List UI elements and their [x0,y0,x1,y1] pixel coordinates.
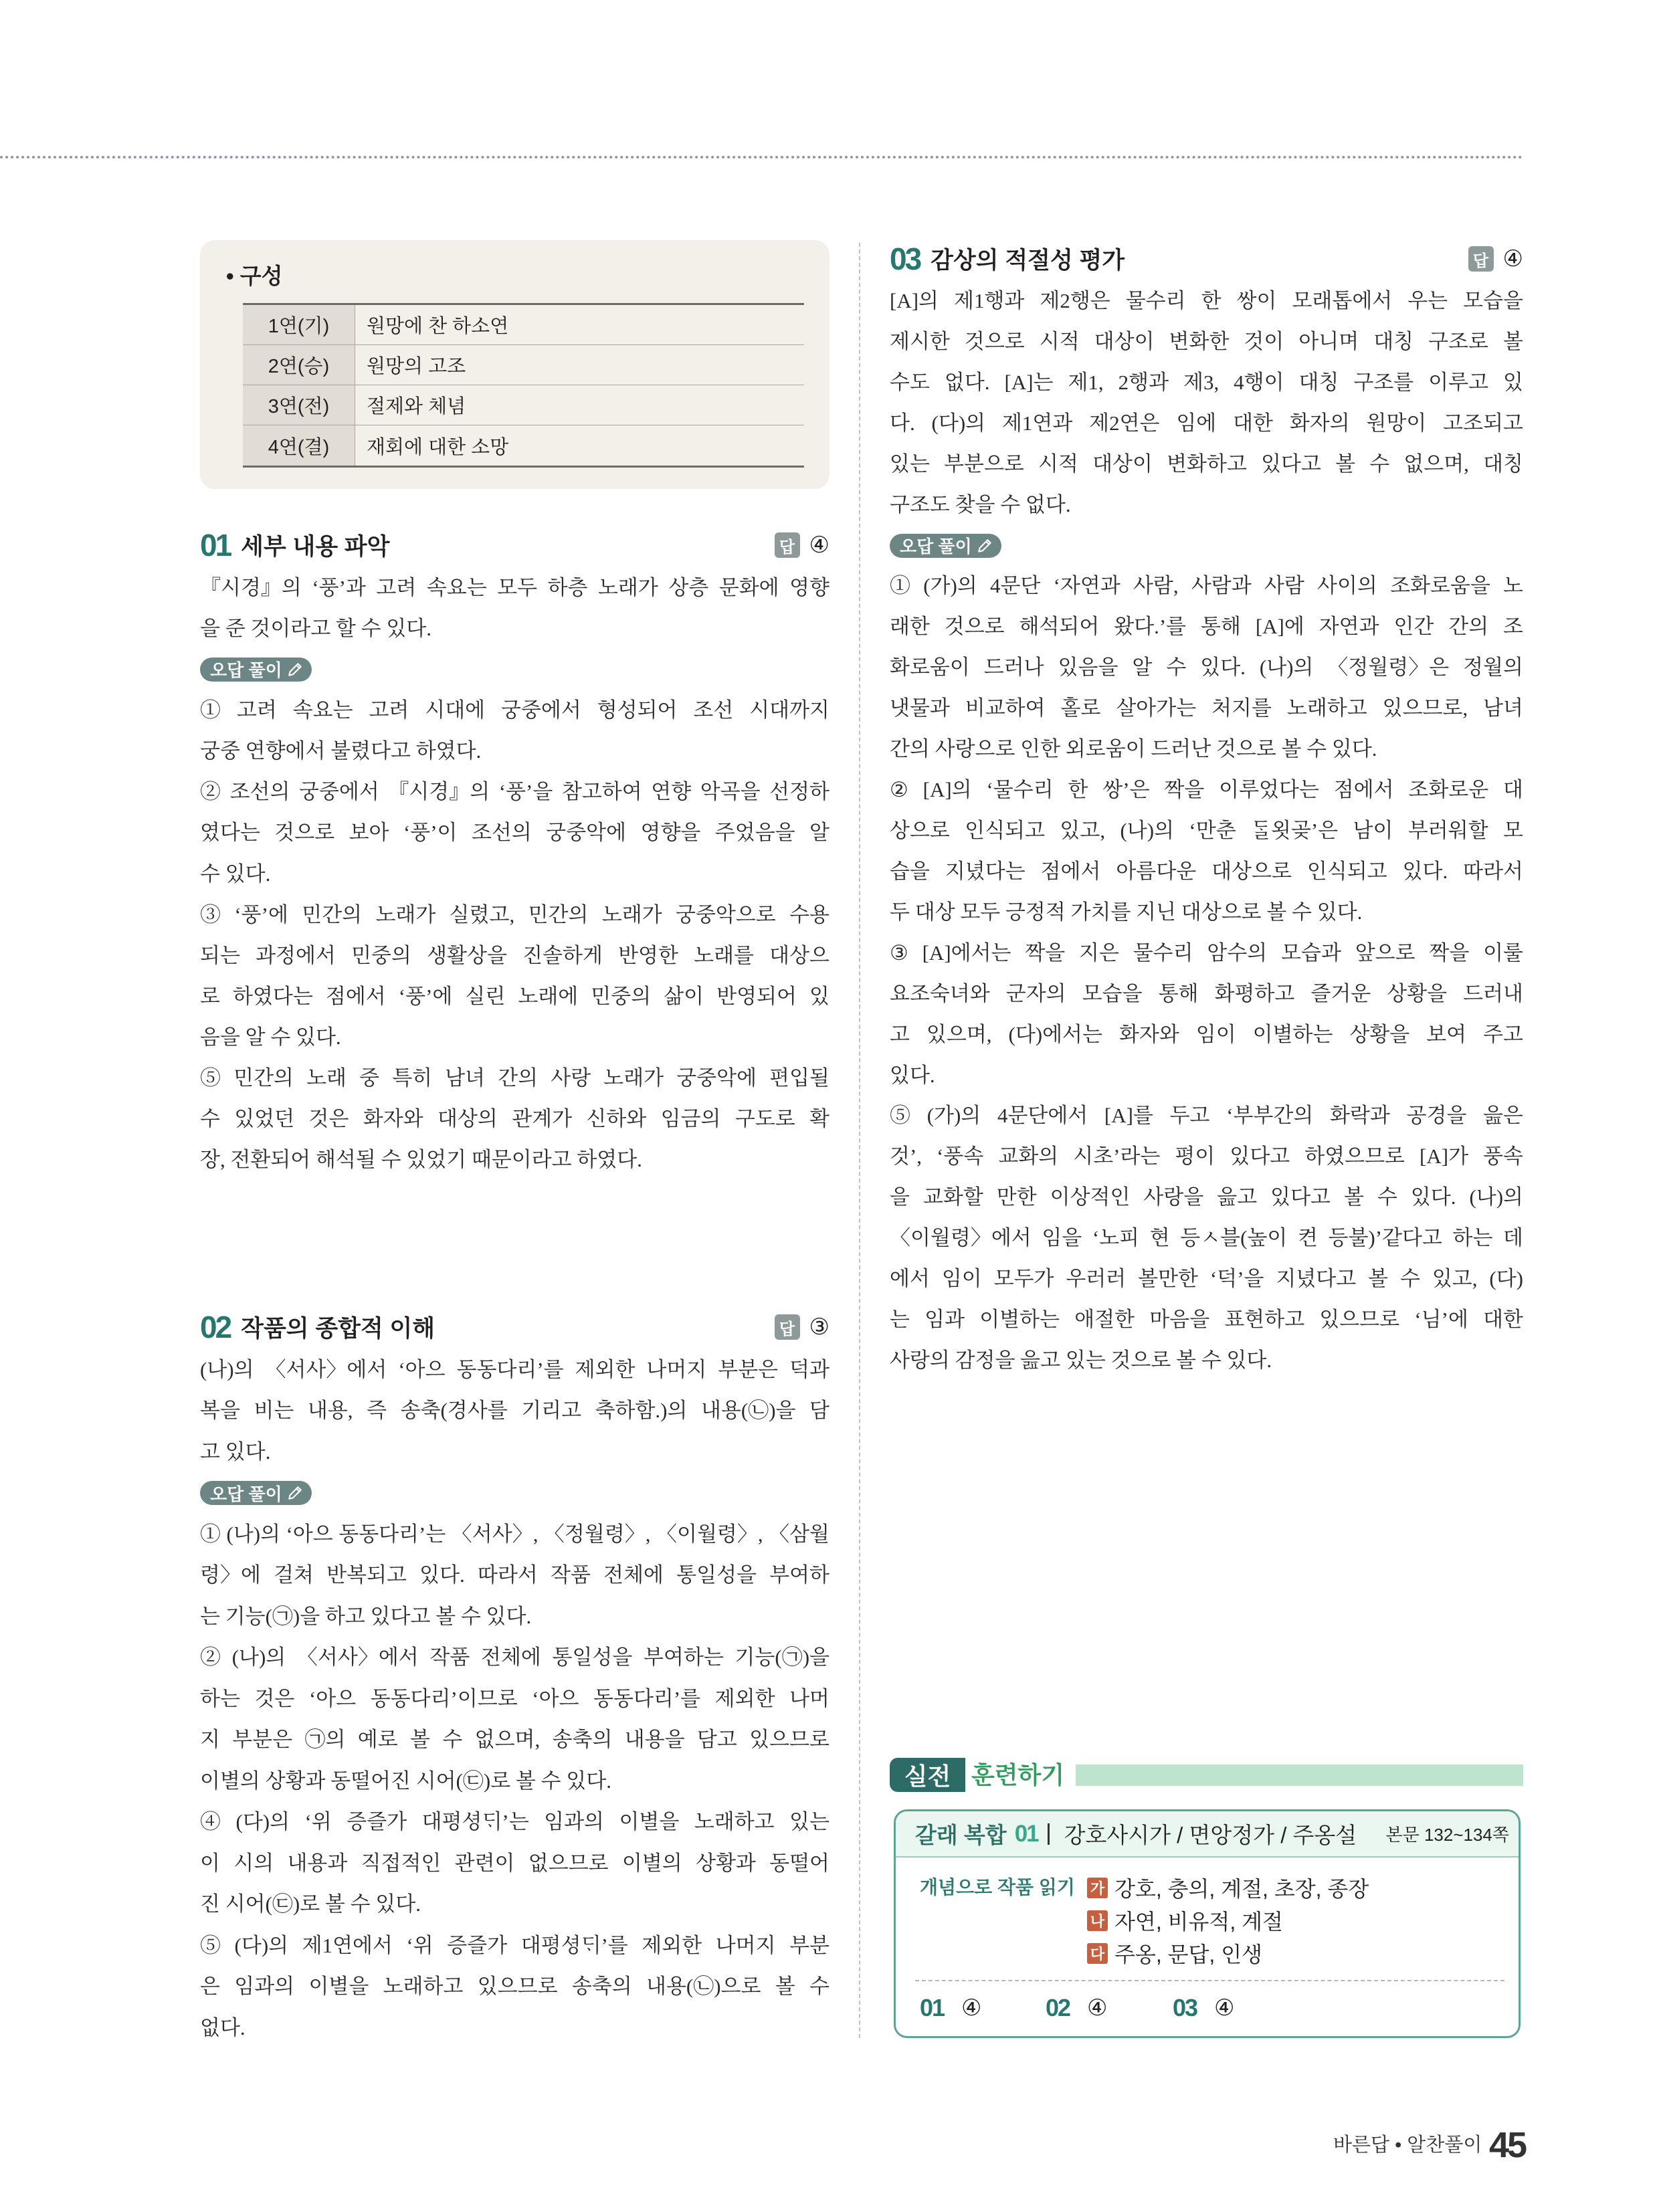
text-line [200,608,830,649]
text-line [200,1761,830,1801]
stanza-content: 재회에 대한 소망 [367,436,509,458]
text-line [200,853,830,894]
concept-item [1087,1874,1369,1901]
footer-label: 바른답 • 알찬풀이 [1333,2134,1482,2156]
answer-label: 답 [775,532,800,558]
question-title: 감상의 적절성 평가 [931,247,1125,274]
answer-value: ④ [1214,1995,1235,2021]
text-line [200,1554,830,1595]
header-separator [1048,1823,1050,1845]
practice-header [896,1811,1519,1857]
text-line-content: 진 시어(㉢)로 볼 수 있다. [200,1892,421,1916]
answer-value: ④ [1502,246,1523,272]
text-line-content: ⑤ (가)의 4문단에서 [A]를 두고 ‘부부간의 화락과 공경을 읊은 [890,1104,1523,1128]
text-line-content: 냇물과 비교하여 홀로 살아가는 처지를 노래하고 있으므로, 남녀 [890,696,1523,720]
pencil-icon [286,1484,304,1502]
text-line [200,1596,830,1637]
structure-box [200,240,830,489]
text-line-content: 간의 사랑으로 인한 외로움이 드러난 것으로 볼 수 있다. [890,737,1377,761]
text-line-content: 복을 비는 내용, 즉 송축(경사를 기리고 축하함.)의 내용(㉡)을 담 [200,1399,830,1423]
text-line [200,1431,830,1472]
text-line [890,1300,1523,1340]
explanation [200,567,830,649]
answer-label: 답 [775,1314,800,1340]
question-02-header [200,1310,830,1344]
text-line-content: 〈이월령〉에서 임을 ‘노피 현 등ㅅ블(높이 켠 등불)’같다고 하는 데 [890,1226,1523,1250]
text-line-content: ④ (다)의 ‘위 증즐가 대평셩ᄃᆡ’는 임과의 이별을 노래하고 있는 [200,1810,830,1834]
text-line-content: 령〉에 걸쳐 반복되고 있다. 따라서 작품 전체에 통일성을 부여하 [200,1563,830,1587]
answer-item [920,1995,981,2021]
genre-label: 갈래 복합 [915,1823,1007,1847]
text-line [890,770,1523,811]
text-line-content: 음을 알 수 있다. [200,1025,341,1049]
work-titles: 강호사시가 / 면앙정가 / 주옹설 [1064,1823,1357,1847]
text-line-content: ② 조선의 궁중에서 『시경』의 ‘풍’을 참고하여 연향 악곡을 선정하 [200,780,830,804]
text-line [200,1139,830,1180]
text-line-content: 지 부분은 ㉠의 예로 볼 수 없으며, 송축의 내용을 담고 있으므로 [200,1728,830,1752]
question-number: 03 [890,241,920,276]
structure-table [243,303,804,468]
text-line [200,935,830,976]
practice-title-bar [1076,1765,1523,1786]
stanza-content: 원망에 찬 하소연 [367,316,509,337]
text-line-content: 하는 것은 ‘아으 동동다리’이므로 ‘아으 동동다리’를 제외한 나머 [200,1686,830,1710]
text-line-content: 습을 지녔다는 점에서 아름다운 대상으로 인식되고 있다. 따라서 [890,859,1523,883]
text-line [200,771,830,812]
text-line [200,567,830,608]
answer-item [1046,1995,1107,2021]
structure-row [243,345,804,385]
answer-value: ④ [809,532,830,558]
text-line-content: 을 준 것이라고 할 수 있다. [200,617,431,641]
text-line-content: 상으로 인식되고 있고, (나)의 ‘만춘 ᄃᆞᆯ욋곶’은 남이 부러워할 모 [890,818,1523,842]
text-line [200,2007,830,2048]
question-02-body [200,1349,830,2048]
wrong-answer-badge [890,534,1001,558]
text-line-content: 래한 것으로 해석되어 왔다.’를 통해 [A]에 자연과 인간 간의 조 [890,615,1523,639]
wrong-answer-badge-line [200,649,830,690]
question-01-body [200,567,830,1180]
text-line-content: 는 기능(㉠)을 하고 있다고 볼 수 있다. [200,1604,532,1628]
dashed-divider [915,1980,1504,1981]
top-dotted-rule [0,156,1523,159]
text-line [890,363,1523,403]
practice-title: 훈련하기 [971,1761,1065,1789]
genre-number: 01 [1014,1820,1038,1847]
concept-label: 개념으로 작품 읽기 [920,1877,1075,1898]
question-03-header [890,241,1523,276]
wrong-answer-badge-line [890,526,1523,567]
structure-row [243,385,804,425]
text-line [200,976,830,1017]
text-line [200,1884,830,1924]
answer-label: 답 [1468,246,1494,272]
wrong-answer-badge [200,1481,312,1505]
concept-mark: 나 [1087,1910,1108,1931]
text-line-content: 두 대상 모두 긍정적 가치를 지닌 대상으로 볼 수 있다. [890,900,1363,924]
stanza-content: 원망의 고조 [367,356,466,377]
question-03-body [890,281,1523,1381]
text-line [200,1514,830,1554]
text-line-content: 장, 전환되어 해석될 수 있었기 때문이라고 하였다. [200,1148,642,1172]
text-line [890,322,1523,363]
answer-value: ③ [809,1314,830,1340]
concept-text: 주옹, 문답, 인생 [1114,1942,1263,1967]
text-line [200,1017,830,1058]
text-line-content: 에서 임이 모두가 우러러 볼만한 ‘덕’을 지녔다고 볼 수 있고, (다) [890,1267,1523,1291]
text-line [890,1259,1523,1300]
text-line [890,892,1523,933]
text-line [200,1349,830,1390]
wrong-answer-label: 오답 풀이 [900,536,972,557]
answer-indicator [775,532,830,559]
text-line-content: ② [A]의 ‘물수리 한 쌍’은 짝을 이루었다는 점에서 조화로운 대 [890,778,1523,802]
text-line [200,1678,830,1719]
text-line-content: 되는 과정에서 민중의 생활상을 진솔하게 반영한 노래를 대상으 [200,943,830,967]
text-line [890,281,1523,322]
text-line-content: 있다. [890,1063,935,1087]
text-line-content: 사랑의 감정을 읊고 있는 것으로 볼 수 있다. [890,1348,1272,1372]
text-line-content: 궁중 연향에서 불렸다고 하였다. [200,739,482,763]
text-line-content: 없다. [200,2015,246,2039]
wrong-answer-badge [200,658,312,682]
text-line [890,403,1523,444]
text-line [200,812,830,853]
answer-number: 01 [920,1994,945,2021]
text-line-content: 이 시의 내용과 직접적인 관련이 없으므로 이별의 상황과 동떨어 [200,1851,830,1875]
wrong-answer-explanations [200,1514,830,2048]
text-line-content: 것’, ‘풍속 교화의 시초’라는 평이 있다고 하였으므로 [A]가 풍속 [890,1144,1523,1169]
concept-text: 자연, 비유적, 계절 [1114,1910,1283,1934]
pencil-icon [976,537,993,555]
text-line [890,1096,1523,1136]
text-line [890,1055,1523,1096]
concept-item [1087,1940,1262,1967]
text-line-content: 이별의 상황과 동떨어진 시어(㉢)로 볼 수 있다. [200,1769,611,1793]
text-line-content: 제시한 것으로 시적 대상이 변화한 것이 아니며 대칭 구조로 볼 [890,329,1523,353]
text-line-content: 은 임과의 이별을 노래하고 있으므로 송축의 내용(㉡)으로 볼 수 [200,1975,830,1999]
concept-text: 강호, 충의, 계절, 초장, 종장 [1114,1877,1369,1901]
text-line [890,1340,1523,1381]
text-line [890,729,1523,770]
text-line [890,1136,1523,1177]
text-line [200,1966,830,2007]
answer-number: 03 [1173,1994,1197,2021]
text-line [890,647,1523,688]
text-line-content: ⑤ (다)의 제1연에서 ‘위 증즐가 대평셩ᄃᆡ’를 제외한 나머지 부분 [200,1933,830,1957]
structure-row [243,425,804,466]
text-line-content: 다. (다)의 제1연과 제2연은 임에 대한 화자의 원망이 고조되고 [890,411,1523,435]
text-line-content: 수 있었던 것은 화자와 대상의 관계가 신하와 임금의 구도로 확 [200,1107,830,1131]
text-line [890,1218,1523,1259]
text-line-content: ③ [A]에서는 짝을 지은 물수리 암수의 모습과 앞으로 짝을 이룰 [890,940,1523,965]
concept-mark: 가 [1087,1878,1108,1898]
practice-box [894,1809,1521,2038]
text-line [200,1637,830,1678]
text-line-content: 있는 부분으로 시적 대상이 변화하고 있다고 볼 수 없으며, 대칭 [890,451,1523,476]
text-line-content: 구조도 찾을 수 없다. [890,492,1071,516]
explanation [200,1349,830,1472]
text-line [890,444,1523,485]
text-line-content: 『시경』의 ‘풍’과 고려 속요는 모두 하층 노래가 상층 문화에 영향 [200,576,830,599]
stanza-label: 3연(전) [243,385,355,425]
text-line [890,811,1523,851]
stanza-label: 4연(결) [243,425,355,466]
text-line-content: 화로움이 드러나 있음을 알 수 있다. (나)의 〈정월령〉은 정월의 [890,656,1523,680]
text-line [200,894,830,935]
text-line-content: 수도 없다. [A]는 제1, 2행과 제3, 4행이 대칭 구조를 이루고 있 [890,370,1523,394]
answer-indicator [775,1314,830,1340]
question-number: 02 [200,1310,231,1344]
concept-mark: 다 [1087,1943,1108,1964]
column-divider [859,243,860,2038]
text-line-content: 수 있다. [200,862,271,886]
wrong-answer-explanations [890,566,1523,1381]
question-title: 세부 내용 파악 [241,534,390,560]
text-line-content: 였다는 것으로 보아 ‘풍’이 조선의 궁중악에 영향을 주었음을 알 [200,821,830,845]
stanza-label: 1연(기) [243,305,355,344]
practice-badge: 실전 [890,1758,965,1792]
text-line-content: ① (가)의 4문단 ‘자연과 사람, 사람과 사람 사이의 조화로움을 노 [890,574,1523,598]
wrong-answer-badge-line [200,1472,830,1513]
text-line-content: 로 하였다는 점에서 ‘풍’에 실린 노래에 민중의 삶이 반영되어 있 [200,984,830,1008]
text-line-content: ⑤ 민간의 노래 중 특히 남녀 간의 사랑 노래가 궁중악에 편입될 [200,1066,830,1090]
wrong-answer-label: 오답 풀이 [210,660,282,681]
text-line [200,730,830,771]
text-line-content: ① (나)의 ‘아으 동동다리’는 〈서사〉, 〈정월령〉, 〈이월령〉, 〈삼월 [200,1522,830,1546]
text-line-content: 는 임과 이별하는 애절한 마음을 표현하고 있으므로 ‘님’에 대한 [890,1308,1523,1332]
text-line [200,1058,830,1098]
answer-number: 02 [1046,1994,1070,2021]
text-line-content: ③ ‘풍’에 민간의 노래가 실렸고, 민간의 노래가 궁중악으로 수용 [200,902,830,926]
question-number: 01 [200,528,231,563]
stanza-content: 절제와 체념 [367,396,466,417]
stanza-label: 2연(승) [243,345,355,385]
pencil-icon [286,661,304,678]
text-line [200,690,830,730]
answer-value: ④ [1087,1995,1108,2021]
question-01-header [200,528,830,563]
answer-value: ④ [961,1995,982,2021]
text-line [200,1390,830,1431]
text-line [200,1843,830,1884]
text-line [890,607,1523,647]
text-line [890,851,1523,892]
text-line [200,1098,830,1139]
wrong-answer-label: 오답 풀이 [210,1484,282,1504]
answer-indicator [1468,245,1523,272]
answer-item [1173,1995,1234,2021]
text-line-content: 을 교화할 만한 이상적인 사랑을 읊고 있다고 볼 수 있다. (나)의 [890,1185,1523,1209]
page-reference: 본문 132~134쪽 [1385,1825,1509,1845]
text-line [890,1015,1523,1055]
text-line [890,933,1523,974]
explanation [890,281,1523,526]
text-line-content: ② (나)의 〈서사〉에서 작품 전체에 통일성을 부여하는 기능(㉠)을 [200,1645,830,1670]
text-line-content: (나)의 〈서사〉에서 ‘아으 동동다리’를 제외한 나머지 부분은 덕과 [200,1358,830,1381]
text-line [890,485,1523,526]
text-line [890,1177,1523,1218]
text-line-content: 고 있다. [200,1439,271,1464]
text-line [890,688,1523,729]
text-line [890,974,1523,1015]
page-number: 45 [1489,2125,1526,2165]
text-line-content: 고 있으며, (다)에서는 화자와 임이 이별하는 상황을 보여 주고 [890,1022,1523,1046]
question-title: 작품의 종합적 이해 [241,1316,435,1342]
structure-row [243,305,804,345]
text-line [890,566,1523,607]
text-line [200,1719,830,1760]
concept-item [1087,1907,1283,1934]
text-line [200,1925,830,1966]
text-line-content: [A]의 제1행과 제2행은 물수리 한 쌍이 모래톱에서 우는 모습을 [890,289,1523,312]
structure-title: • 구성 [226,264,283,288]
wrong-answer-explanations [200,690,830,1180]
text-line-content: ① 고려 속요는 고려 시대에 궁중에서 형성되어 조선 시대까지 [200,698,830,722]
text-line [200,1801,830,1842]
text-line-content: 요조숙녀와 군자의 모습을 통해 화평하고 즐거운 상황을 드러내 [890,981,1523,1005]
